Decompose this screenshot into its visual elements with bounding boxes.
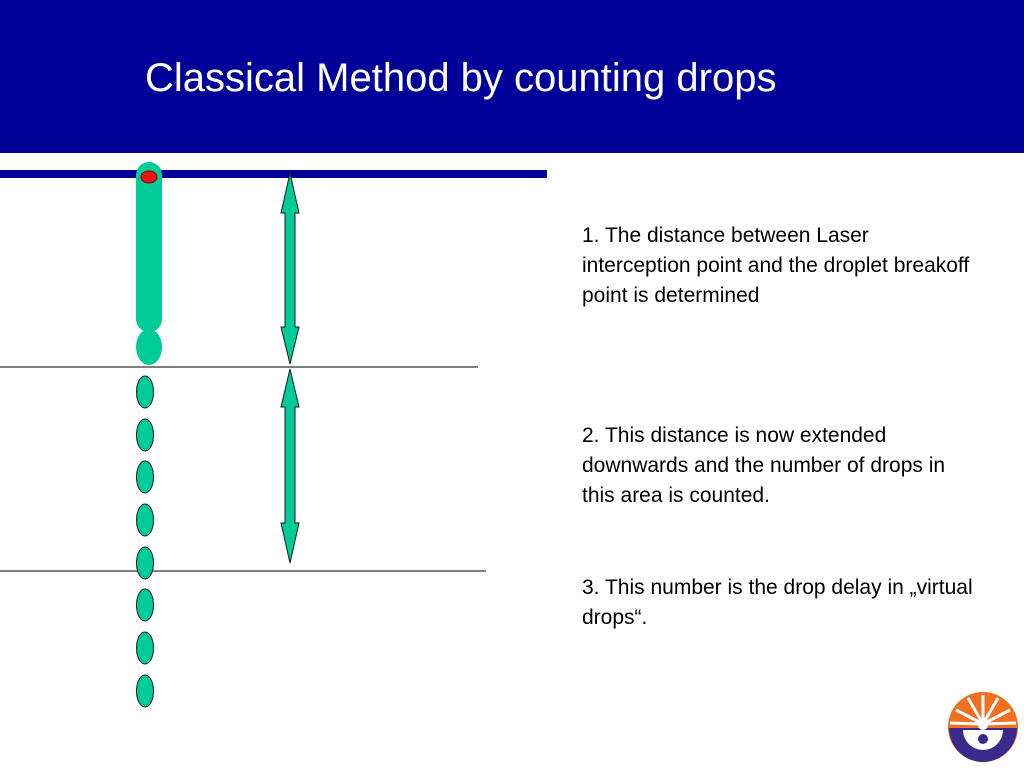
droplet-diagram (0, 153, 560, 768)
step-1-text: 1. The distance between Laser interception point and the droplet breakoff point is determined (582, 224, 970, 307)
separated-droplets (137, 376, 154, 707)
droplet (137, 504, 154, 536)
double-headed-arrow-icon (281, 369, 299, 563)
droplet (137, 419, 154, 451)
droplet (137, 632, 154, 664)
droplet (137, 547, 154, 579)
droplet (137, 376, 154, 408)
title-bar (0, 0, 1024, 153)
slide-title: Classical Method by counting drops (145, 56, 777, 100)
double-headed-arrow-icon (281, 173, 299, 364)
laser-line (0, 170, 547, 178)
droplet (137, 461, 154, 493)
droplet (137, 675, 154, 707)
step-3-text: 3. This number is the drop delay in „virtual drops“. (582, 576, 973, 629)
droplet (137, 589, 154, 621)
droplet-stream (136, 162, 162, 365)
laser-interception-point-icon (141, 171, 157, 183)
step-2-text: 2. This distance is now extended downwards and the number of drops in this area is counted. (582, 424, 946, 507)
institution-logo-icon (946, 690, 1020, 764)
